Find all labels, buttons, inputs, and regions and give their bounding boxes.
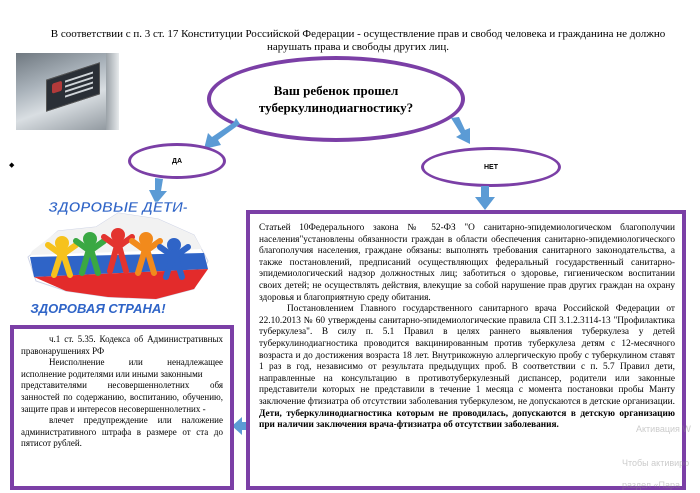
intro-text: В соответствии с п. 3 ст. 17 Конституции Российской Федерации - осуществление прав и свобод человека и гражданина не должно нарушать права и свободы других лиц. (50, 28, 666, 53)
right-box-p2-bold: Дети, туберкулинодиагностика которым не проводилась, допускаются в детскую организацию при наличии заключения врача-фтизиатра об отсутствии заболевания. (259, 408, 675, 431)
small-marker: ◆ (9, 161, 15, 169)
question-oval (207, 56, 465, 142)
left-box-p4: влечет предупреждение или наложение административного штрафа в размере от ста до пятисот рублей. (21, 415, 223, 449)
arrow-down-no-icon (473, 186, 497, 210)
watermark-line2: Чтобы активиро (622, 458, 690, 468)
emblem-icon (52, 81, 62, 94)
question-text: Ваш ребенок прошел туберкулинодиагностику? (258, 83, 414, 115)
left-box-p2: Неисполнение или ненадлежащее исполнение родителями или иными законными (21, 357, 223, 379)
plaque (46, 62, 100, 112)
yes-label: ДА (171, 157, 183, 165)
no-label: НЕТ (484, 163, 498, 171)
federal-law-box (246, 210, 686, 490)
right-box-p2 (259, 304, 675, 432)
watermark-line1: Активация W (636, 424, 691, 434)
administrative-code-box (10, 325, 234, 490)
watermark-line3: раздел «Пара (622, 480, 681, 490)
right-box-p2-text: Постановлением Главного государственного санитарного врача Российской Федерации от 22.10.2013 № 60 утверждены санитарно-эпидемиологические правила СП 3.1.2.3114-13 "Профилактика туберкулеза". В силу п. 5.1 Правил в целях раннего выявления туберкулеза у детей туберкулинодиагностика проводится вакцинированным против туберкулеза детям с 12-месячного возраста и до достижения возраста 18 лет. Внутрикожную аллергическую пробу с туберкулином ставят 1 раз в год, независимо от результата предыдущих проб. В соответствии с п. 5.7 Правил дети, направленные на консультацию в противотуберкулезный диспансер, родители или законные представители которых не представили в течение 1 месяца с момента постановки пробы Манту заключение фтизиатра об отсутствии заболевания туберкулезом, не допускаются в детские организации. (259, 304, 675, 407)
left-box-p1: ч.1 ст. 5.35. Кодекса об Административных правонарушениях РФ (21, 334, 223, 356)
yes-oval (128, 143, 226, 179)
building-plaque-photo (16, 53, 119, 130)
right-box-p1: Статьей 10Федерального закона № 52-ФЗ "О санитарно-эпидемиологическом благополучии населения"установлены обязанности граждан в области обеспечения санитарно-эпидемиологического благополучия населения, граждане обязаны: выполнять требования санитарного законодательства, а также постановлений, предписаний осуществляющих федеральный государственный санитарно-эпидемиологический надзор должностных лиц; заботиться о здоровье, гигиеническом воспитании своих детей; не осуществлять действия, влекущие за собой нарушение прав других граждан на охрану здоровья и благоприятную среду обитания. (259, 223, 675, 303)
arrow-to-no-icon (448, 117, 476, 145)
healthy-kids-logo (18, 195, 214, 317)
logo-line1: ЗДОРОВЫЕ ДЕТИ- (48, 199, 188, 216)
no-oval (421, 147, 561, 187)
logo-line2: ЗДОРОВАЯ СТРАНА! (30, 301, 166, 316)
left-box-p3: представителями несовершеннолетних обя занностей по содержанию, воспитанию, обучению, защите прав и интересов несовершеннолетних - (21, 380, 223, 414)
